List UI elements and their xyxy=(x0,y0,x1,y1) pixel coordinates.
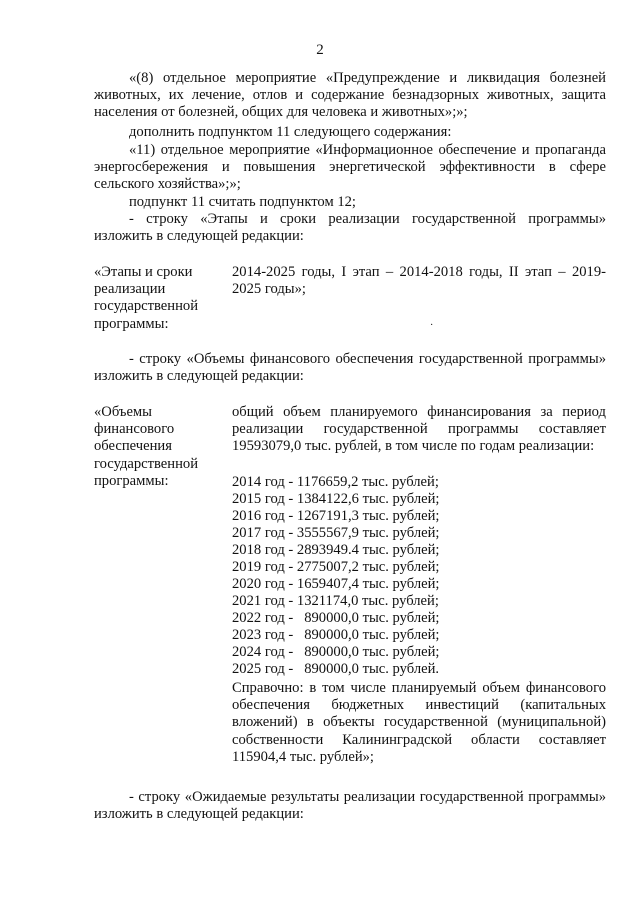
funding-year-2017: 2017 год - 3555567,9 тыс. рублей; xyxy=(232,525,440,541)
paragraph-renumber: подпункт 11 считать подпунктом 12; xyxy=(129,194,356,210)
funding-year-2018: 2018 год - 2893949.4 тыс. рублей; xyxy=(232,542,440,558)
funding-year-2024: 2024 год - 890000,0 тыс. рублей; xyxy=(232,644,440,660)
paragraph-results-row: - строку «Ожидаемые результаты реализации государственной программы» изложить в следующей редакции: xyxy=(94,789,606,823)
paragraph-item-11: «11) отдельное мероприятие «Информационное обеспечение и пропаганда энергосбережения и повышения энергетической эффективности в сфере сельского хозяйства»;»; xyxy=(94,142,606,193)
funding-year-2023: 2023 год - 890000,0 тыс. рублей; xyxy=(232,627,440,643)
funding-year-2019: 2019 год - 2775007,2 тыс. рублей; xyxy=(232,559,440,575)
funding-year-2014: 2014 год - 1176659,2 тыс. рублей; xyxy=(232,474,439,490)
paragraph-item-8: «(8) отдельное мероприятие «Предупреждение и ликвидация болезней животных, их лечение, отлов и содержание безнадзорных животных, защита населения от болезней, общих для человека и животных»;»; xyxy=(94,70,606,121)
funding-label: «Объемы финансового обеспечения государственной программы: xyxy=(94,404,199,489)
funding-intro: общий объем планируемого финансирования за период реализации государственной программы составляет 19593079,0 тыс. рублей, в том числе по годам реализации: xyxy=(232,404,606,455)
paragraph-stages-row: - строку «Этапы и сроки реализации государственной программы» изложить в следующей редакции: xyxy=(94,211,606,245)
funding-year-2020: 2020 год - 1659407,4 тыс. рублей; xyxy=(232,576,440,592)
stray-mark: · xyxy=(430,320,434,331)
funding-year-2015: 2015 год - 1384122,6 тыс. рублей; xyxy=(232,491,440,507)
page-number: 2 xyxy=(316,42,324,58)
funding-year-2021: 2021 год - 1321174,0 тыс. рублей; xyxy=(232,593,439,609)
funding-year-2022: 2022 год - 890000,0 тыс. рублей; xyxy=(232,610,440,626)
paragraph-add-subitem: дополнить подпунктом 11 следующего содержания: xyxy=(129,124,452,140)
funding-year-2025: 2025 год - 890000,0 тыс. рублей. xyxy=(232,661,440,677)
stages-label: «Этапы и сроки реализации государственной программы: xyxy=(94,264,199,332)
stages-value: 2014-2025 годы, I этап – 2014-2018 годы, II этап – 2019-2025 годы»; xyxy=(232,264,606,298)
paragraph-funding-row: - строку «Объемы финансового обеспечения государственной программы» изложить в следующей редакции: xyxy=(94,351,606,385)
funding-year-2016: 2016 год - 1267191,3 тыс. рублей; xyxy=(232,508,440,524)
funding-reference-note: Справочно: в том числе планируемый объем финансового обеспечения бюджетных инвестиций (капитальных вложений) в объекты государственной (муниципальной) собственности Калининградской области составляет 115904,4 тыс. рублей»; xyxy=(232,680,606,765)
